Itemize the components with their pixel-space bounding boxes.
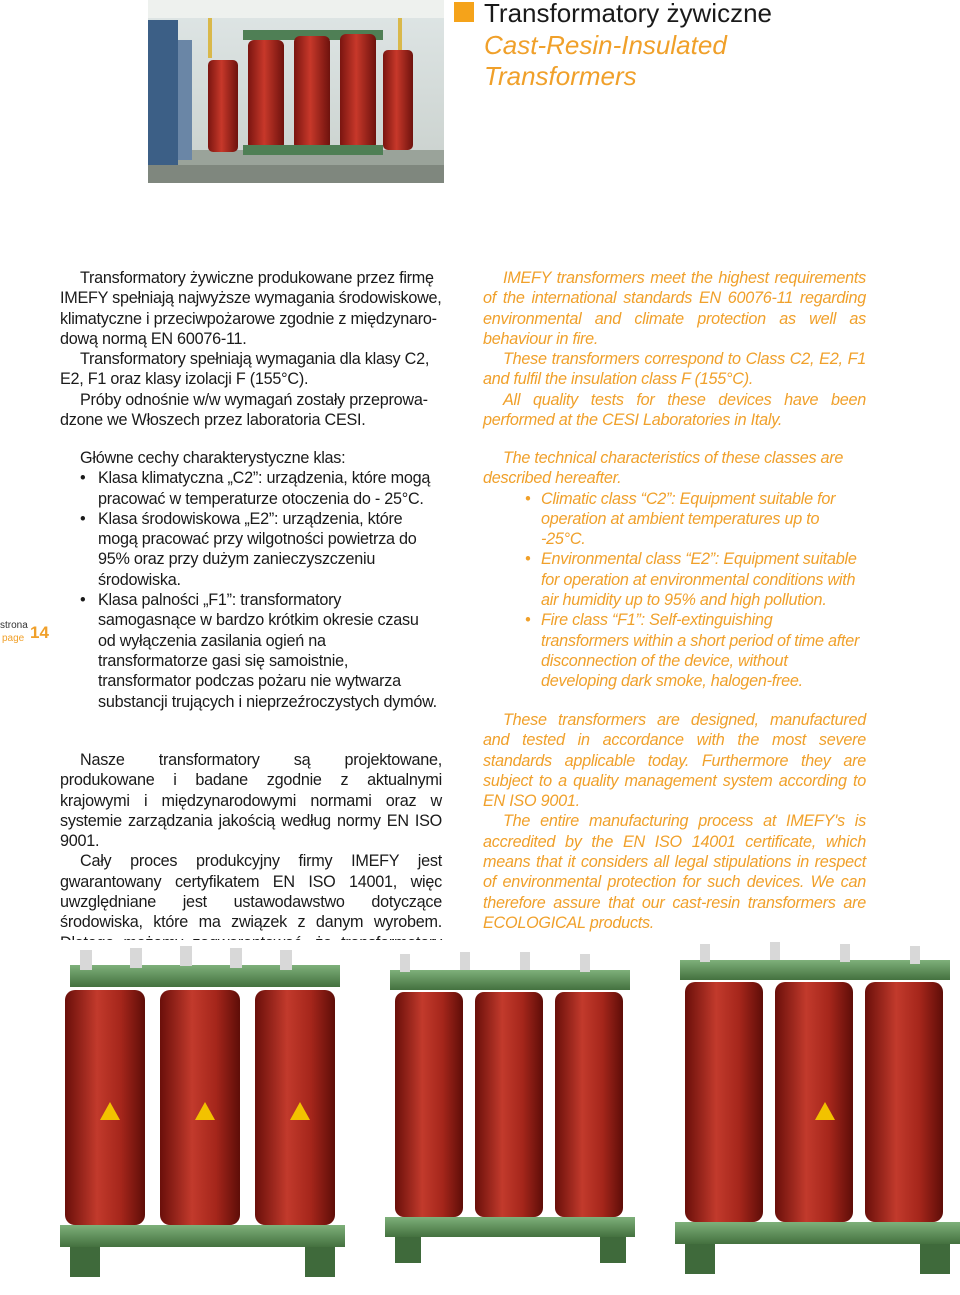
english-intro <box>483 268 866 430</box>
bullet: • <box>80 469 86 488</box>
polish-features <box>60 448 438 712</box>
title-marker-square <box>454 2 474 22</box>
polish-closing-paragraph-2: Cały proces produkcyjny firmy IMEFY jest gwarantowany certyfikatem EN ISO 14001, więc uwzględniane jest ustawodawstwo dotyczące środowiska, które ma związek z danym wyrobem. <box>60 852 442 932</box>
page-label-polish: strona <box>0 620 28 631</box>
polish-intro-line: Transformatory spełniają wymagania dla klasy C2, <box>80 350 430 369</box>
polish-closing-paragraph-1: Nasze transformatory są projektowane, produkowane i badane zgodnie z aktualnymi krajowymi i międzynarodowymi normami oraz w systemie zarządzania jakością według normy EN ISO 9001. <box>60 751 442 851</box>
title-english-line-2: Transformers <box>484 61 637 91</box>
page-title-english <box>484 30 727 92</box>
list-item-text: Fire class “F1”: Self-extinguishing transformers within a short period of time after disconnection of the device, without developing dark smoke, halogen-free. <box>541 611 860 691</box>
list-item <box>483 610 863 691</box>
polish-intro-line: IMEFY spełniają najwyższe wymagania środowiskowe, <box>60 289 442 308</box>
page-title-polish: Transformatory żywiczne <box>484 0 772 28</box>
page-label-english: page <box>2 633 25 644</box>
polish-intro-line: dową normą EN 60076-11. <box>60 329 247 348</box>
english-intro-paragraph-3: All quality tests for these devices have been performed at the CESI Laboratories in Italy. <box>483 390 866 430</box>
english-closing-paragraph-2: The entire manufacturing process at IMEFY's is accredited by the EN ISO 14001 certificate, which means that it considers all legal stipulations in respect of environmental protection for such devices. We can therefore assure that our cast-resin transformers are ECOLOGICAL products. <box>483 812 866 932</box>
list-item-text: Environmental class “E2”: Equipment suitable for operation at environmental conditions with air humidity up to 95% and high pollution. <box>541 550 857 610</box>
bullet: • <box>525 550 531 569</box>
title-english-line-1: Cast-Resin-Insulated <box>484 30 727 60</box>
polish-intro-line: dzone we Włoszech przez laboratoria CESI. <box>60 411 366 430</box>
polish-intro-line: E2, F1 oraz klasy izolacji F (155°C). <box>60 370 309 389</box>
polish-intro-line: klimatyczne i przeciwpożarowe zgodnie z międzynaro- <box>60 309 437 328</box>
english-features-heading: The technical characteristics of these classes are described hereafter. <box>483 449 844 488</box>
list-item-text: Climatic class “C2”: Equipment suitable for operation at ambient temperatures up to -25°C. <box>541 489 836 549</box>
list-item <box>60 590 438 712</box>
english-features <box>483 448 863 692</box>
english-intro-paragraph-1: IMEFY transformers meet the highest requirements of the international standards EN 60076-11 regarding environmental and climate protection as well as behaviour in fire. <box>483 269 866 348</box>
list-item <box>483 489 863 550</box>
list-item-text: Klasa klimatyczna „C2”: urządzenia, które mogą pracować w temperaturze otoczenia do - 25°C. <box>98 469 431 508</box>
polish-intro-line: Próby odnośnie w/w wymagań zostały przeprowa- <box>80 390 428 409</box>
cast-resin-transformers-photo <box>60 940 960 1295</box>
polish-intro-line: Transformatory żywiczne produkowane przez firmę <box>80 269 434 287</box>
english-closing <box>483 710 866 933</box>
list-item <box>60 509 438 590</box>
bullet: • <box>525 611 531 630</box>
polish-features-heading: Główne cechy charakterystyczne klas: <box>80 449 346 467</box>
bullet: • <box>525 489 531 508</box>
bullet: • <box>80 509 86 528</box>
english-closing-paragraph-1: These transformers are designed, manufactured and tested in accordance with the most severe standards applicable today. Furthermore they are subject to a quality management system according to EN ISO 9001. <box>483 711 866 811</box>
english-features-list <box>483 489 863 692</box>
list-item <box>60 468 438 509</box>
bullet: • <box>80 591 86 610</box>
english-intro-paragraph-2: These transformers correspond to Class C2, E2, F1 and fulfil the insulation class F (155°C). <box>483 350 866 389</box>
polish-features-list <box>60 468 438 712</box>
factory-transformers-photo <box>148 0 444 183</box>
list-item-text: Klasa palności „F1”: transformatory samogasnące w bardzo krótkim okresie czasu od wyłączenia zasilania ogień na transformatorze gasi się samoistnie, transformator podczas pożaru nie wytwarza substancji trujących i nieprzeźroczystych dymów. <box>98 591 437 711</box>
list-item <box>483 549 863 610</box>
list-item-text: Klasa środowiskowa „E2”: urządzenia, które mogą pracować przy wilgotności powietrza do 95% oraz przy dużym zanieczyszczeniu środowiska. <box>98 509 417 589</box>
page-number: 14 <box>30 623 49 642</box>
polish-intro <box>60 268 444 430</box>
